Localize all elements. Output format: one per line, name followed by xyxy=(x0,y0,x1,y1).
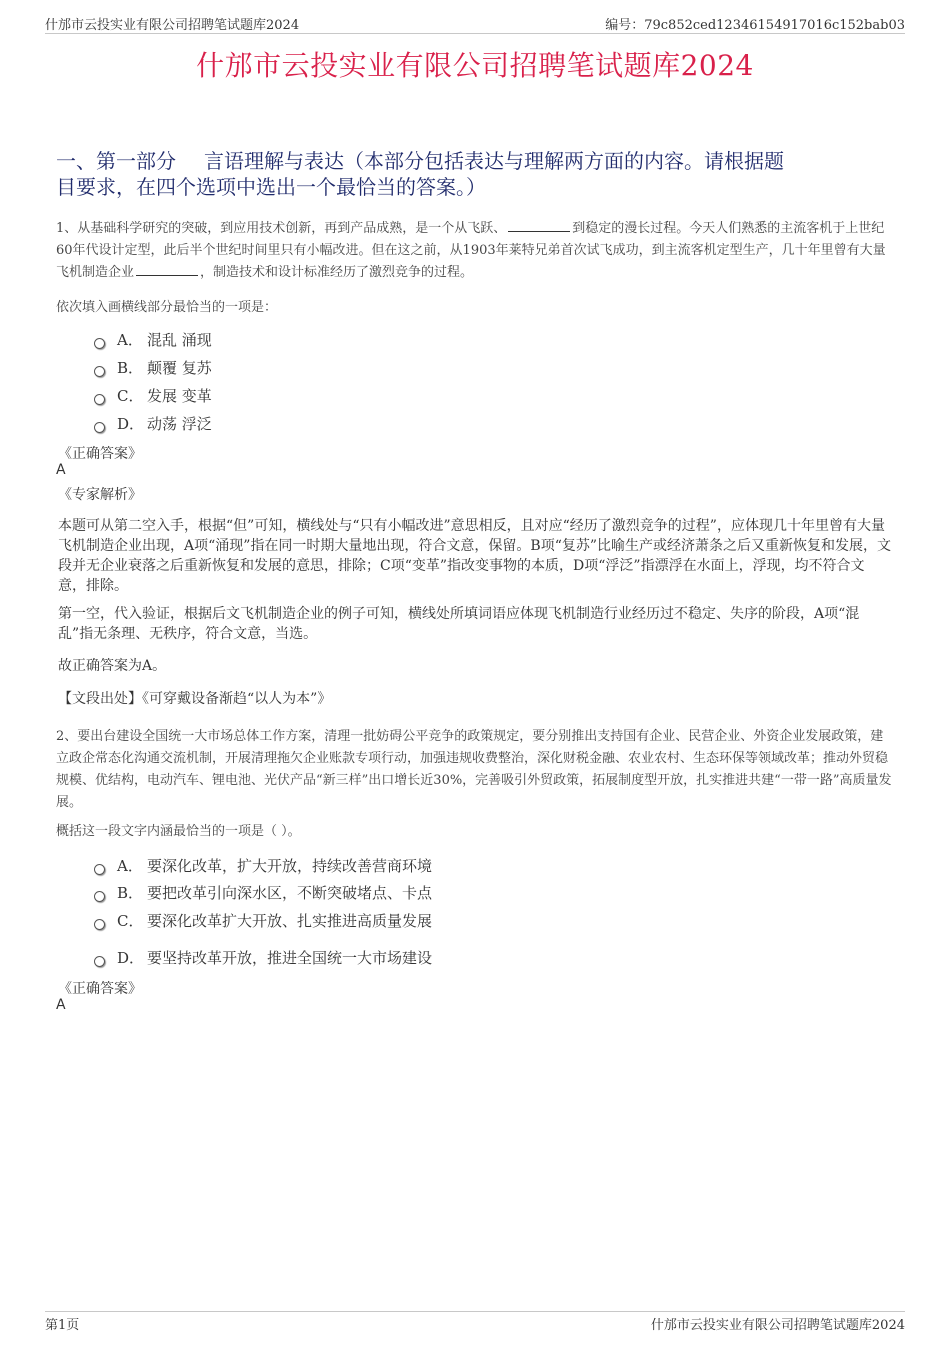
q1-analysis-paragraph-1: 本题可从第二空入手，根据“但”可知，横线处与“只有小幅改进”意思相反，且对应“经历了激烈竞争的过程”，应体现几十年里曾有大量飞机制造企业出现，A项“涌现”指在同一时期大量地出现，符合文意，保留。B项“复苏”比喻生产或经济萧条之后又重新恢复和发展，文段并无企业衰落之后重新恢复和发展的意思，排除；C项“变革”指改变事物的本质，D项“浮泛”指漂浮在水面上，浮现，均不符合文意，排除。 xyxy=(58,518,892,594)
footer-divider xyxy=(45,1311,905,1312)
q2-option-a[interactable]: A． 要深化改革，扩大开放，持续改善营商环境 xyxy=(94,854,432,876)
question-2-text: 2、要出台建设全国统一大市场总体工作方案，清理一批妨碍公平竞争的政策规定，要分别推出支持国有企业、民营企业、外资企业发展政策，建立政企常态化沟通交流机制，开展清理拖欠企业账款专项行动，加强违规收费整治，深化财税金融、农业农村、生态环保等领域改革；推动外贸稳规模、优结构，电动汽车、锂电池、光伏产品“新三样”出口增长近30%，完善吸引外贸政策，拓展制度型开放，扎实推进共建“一带一路”高质量发展。 xyxy=(56,729,892,810)
question-2-prompt: 概括这一段文字内涵最恰当的一项是（ ）。 xyxy=(56,824,301,839)
fill-blank-1 xyxy=(508,219,570,232)
q1-answer-label: 《正确答案》 xyxy=(58,446,142,462)
radio-icon[interactable] xyxy=(94,338,105,349)
radio-icon[interactable] xyxy=(94,864,105,875)
section-text-line2: 目要求，在四个选项中选出一个最恰当的答案。） xyxy=(56,175,486,199)
q1-option-b[interactable]: B． 颠覆 复苏 xyxy=(94,356,212,378)
q1-option-d[interactable]: D． 动荡 浮泛 xyxy=(94,412,212,434)
radio-icon[interactable] xyxy=(94,394,105,405)
q1-source: 【文段出处】《可穿戴设备渐趋“以人为本”》 xyxy=(58,691,332,707)
radio-icon[interactable] xyxy=(94,891,105,902)
header-doc-title: 什邡市云投实业有限公司招聘笔试题库2024 xyxy=(45,18,300,33)
q2-answer-label: 《正确答案》 xyxy=(58,981,142,997)
q1-answer: A xyxy=(56,462,66,478)
q2-option-c[interactable]: C． 要深化改革扩大开放、扎实推进高质量发展 xyxy=(94,909,432,931)
section-part: 一、第一部分 xyxy=(56,149,176,173)
radio-icon[interactable] xyxy=(94,919,105,930)
q1-option-c[interactable]: C． 发展 变革 xyxy=(94,384,212,406)
radio-icon[interactable] xyxy=(94,422,105,433)
header-divider xyxy=(45,33,905,34)
q1-analysis-label: 《专家解析》 xyxy=(58,487,142,503)
page-number: 第1页 xyxy=(45,1318,80,1333)
q2-option-b[interactable]: B． 要把改革引向深水区，不断突破堵点、卡点 xyxy=(94,881,432,903)
q2-option-d[interactable]: D． 要坚持改革开放，推进全国统一大市场建设 xyxy=(94,946,432,968)
radio-icon[interactable] xyxy=(94,956,105,967)
header-doc-id: 编号：79c852ced12346154917016c152bab03 xyxy=(605,18,905,33)
footer-doc-title: 什邡市云投实业有限公司招聘笔试题库2024 xyxy=(650,1318,905,1333)
q1-analysis-paragraph-2: 第一空，代入验证，根据后文飞机制造企业的例子可知，横线处所填词语应体现飞机制造行业经历过不稳定、失序的阶段，A项“混乱”指无条理、无秩序，符合文意，当选。 xyxy=(58,606,860,642)
q1-analysis-paragraph-3: 故正确答案为A。 xyxy=(58,658,167,674)
radio-icon[interactable] xyxy=(94,366,105,377)
q1-option-a[interactable]: A． 混乱 涌现 xyxy=(94,328,212,350)
section-heading xyxy=(56,148,896,200)
q2-answer: A xyxy=(56,997,66,1013)
section-text-line1: 言语理解与表达（本部分包括表达与理解两方面的内容。请根据题 xyxy=(204,149,784,173)
question-1-text: 1、从基础科学研究的突破，到应用技术创新，再到产品成熟，是一个从飞跃、 到稳定的漫长过程。今天人们熟悉的主流客机于上世纪60年代设计定型，此后半个世纪时间里只有小幅改进。但在这之前，从1903年莱特兄弟首次试飞成功，到主流客机定型生产，几十年里曾有大量飞机制造企业 ，制造技术和设计标准经历了激烈竞争的过程。 xyxy=(56,221,886,280)
fill-blank-2 xyxy=(136,263,198,276)
question-1-prompt: 依次填入画横线部分最恰当的一项是： xyxy=(56,300,278,315)
page-header xyxy=(45,14,905,32)
page-title: 什邡市云投实业有限公司招聘笔试题库2024 xyxy=(196,49,754,82)
